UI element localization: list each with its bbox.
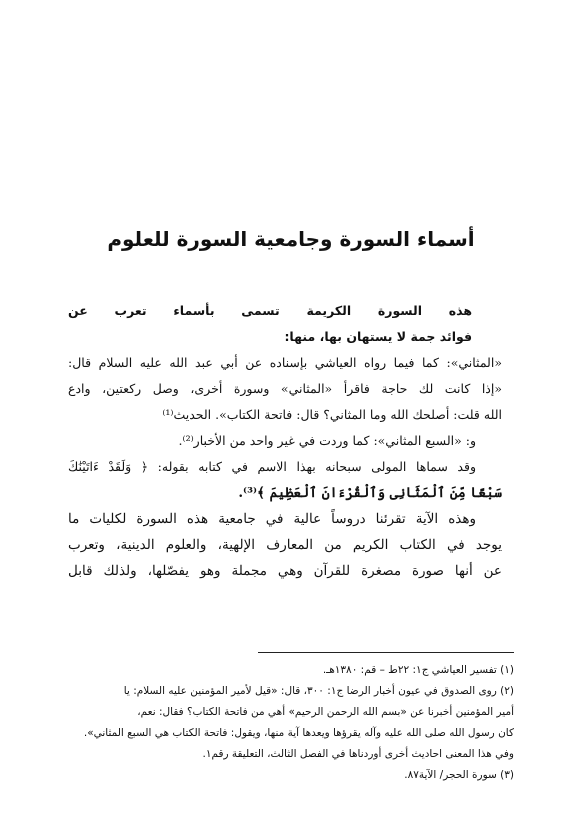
paragraph-line: فوائد جمة لا يستهان بها، منها:: [284, 329, 472, 344]
footnote-separator: [258, 652, 514, 653]
quran-verse-line: سَبْعًا مِّنَ ٱلْمَثَانِى وَٱلْقُرْءَانَ ٱلْعَظِيمَ ﴾⁽³⁾.: [238, 485, 502, 501]
paragraph-line: «المثاني»: كما فيما رواه العياشي بإسناده عن أبي عبد الله عليه السلام قال:: [68, 355, 502, 370]
paragraph-line: «إذا كانت لك حاجة فاقرأ «المثاني» وسورة أخرى، وصل ركعتين، وادع: [68, 381, 502, 396]
footnote: (٢) روى الصدوق في عيون أخبار الرضا ج١: ٣٠٠، قال: «قيل لأمير المؤمنين عليه السلام: يا: [123, 685, 514, 697]
footnote-continuation: أمير المؤمنين أخبرنا عن «بسم الله الرحمن الرحيم» أهي من فاتحة الكتاب؟ فقال: نعم،: [137, 706, 514, 718]
paragraph-line: هذه السورة الكريمة تسمى بأسماء تعرب عن: [68, 303, 472, 318]
footnotes: [68, 660, 514, 786]
footnote: (٣) سورة الحجر/ الآية٨٧.: [404, 769, 514, 781]
footnote-continuation: كان رسول الله صلى الله عليه وآله يقرؤها ويعدها آية منها، ويقول: فاتحة الكتاب هي السبع المثاني».: [83, 727, 514, 739]
chapter-title: أسماء السورة وجامعية السورة للعلوم: [107, 227, 475, 251]
footnote-continuation: وفي هذا المعنى احاديث أخرى أوردناها في الفصل الثالث، التعليقة رقم١.: [202, 748, 514, 760]
paragraph-line: و: «السبع المثاني»: كما وردت في غير واحد من الأخبار⁽²⁾.: [178, 433, 476, 448]
paragraph-line: وهذه الآية تقرئنا دروساً عالية في جامعية هذه السورة لكليات ما: [68, 511, 476, 527]
paragraph-line: وقد سماها المولى سبحانه بهذا الاسم في كتابه بقوله: ﴿ وَلَقَدْ ءَاتَيْنَٰكَ: [68, 459, 476, 474]
body-text: [68, 298, 502, 584]
paragraph-line: عن أنها صورة مصغرة للقرآن وهي مجملة وهو يفصّلها، ولذلك قابل: [68, 563, 502, 579]
paragraph-line: الله قلت: أصلحك الله وما المثاني؟ قال: فاتحة الكتاب». الحديث⁽¹⁾: [162, 407, 502, 422]
footnote: (١) تفسير العياشي ج١: ٢٢ط – قم: ١٣٨٠هـ.: [322, 664, 514, 676]
paragraph-line: يوجد في الكتاب الكريم من المعارف الإلهية، والعلوم الدينية، وتعرب: [68, 537, 502, 553]
